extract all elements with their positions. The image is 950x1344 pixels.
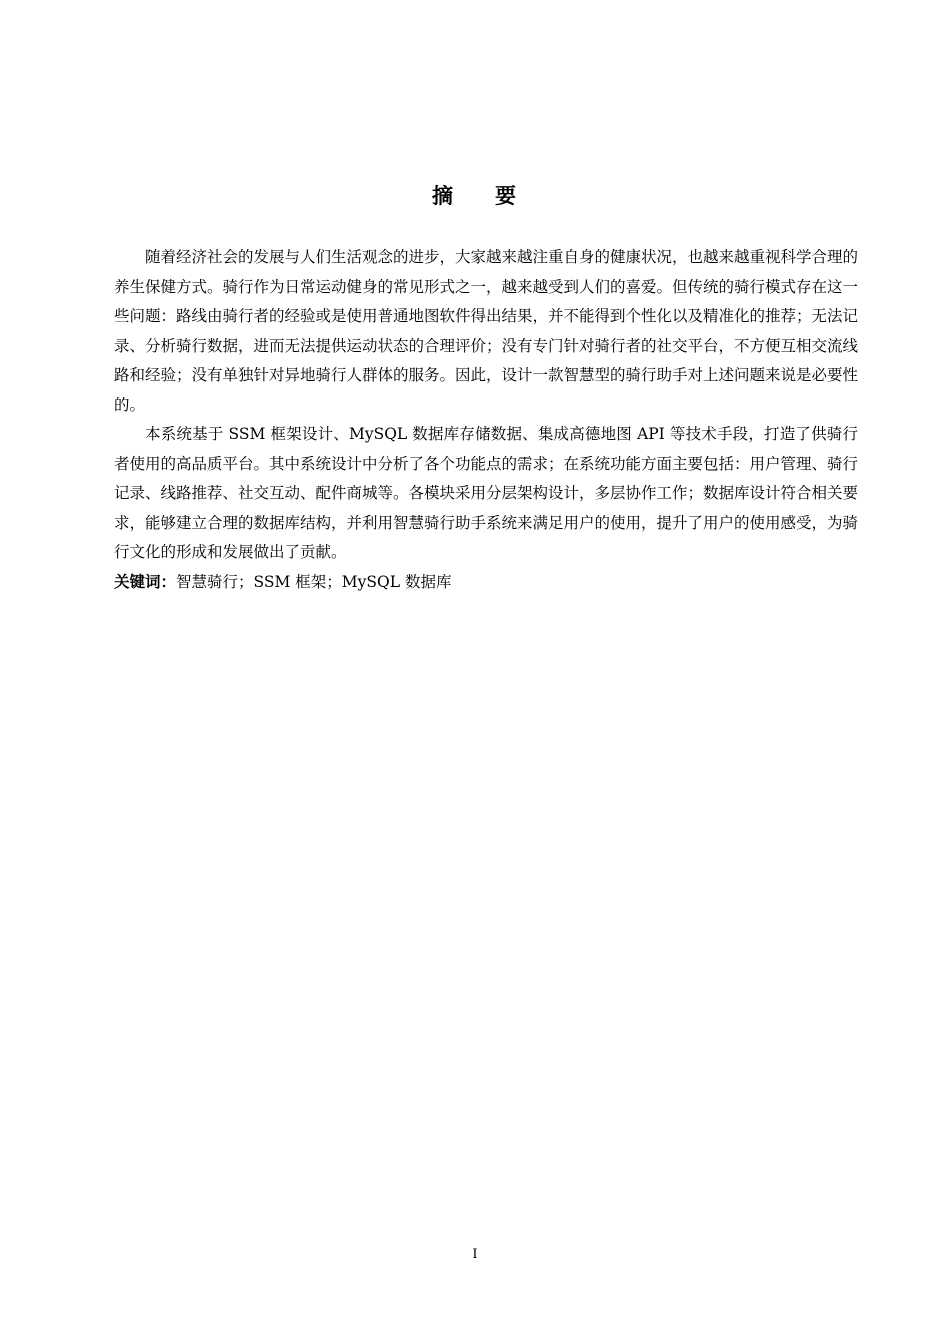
keywords-label: 关键词： [114,572,177,591]
keywords-line [114,568,858,598]
abstract-body [114,243,858,597]
page-number: I [472,1247,478,1262]
abstract-title-char-1: 摘 [432,184,455,208]
abstract-title [0,180,950,210]
abstract-paragraph-1: 随着经济社会的发展与人们生活观念的进步，大家越来越注重自身的健康状况，也越来越重视科学合理的养生保健方式。骑行作为日常运动健身的常见形式之一，越来越受到人们的喜爱。但传统的骑行模式存在这一些问题：路线由骑行者的经验或是使用普通地图软件得出结果，并不能得到个性化以及精准化的推荐；无法记录、分析骑行数据，进而无法提供运动状态的合理评价；没有专门针对骑行者的社交平台，不方便互相交流线路和经验；没有单独针对异地骑行人群体的服务。因此，设计一款智慧型的骑行助手对上述问题来说是必要性的。 [114,248,859,414]
abstract-title-char-2: 要 [495,184,518,208]
abstract-paragraph-2: 本系统基于 SSM 框架设计、MySQL 数据库存储数据、集成高德地图 API 等技术手段，打造了供骑行者使用的高品质平台。其中系统设计中分析了各个功能点的需求；在系统功能方面主要包括：用户管理、骑行记录、线路推荐、社交互动、配件商城等。各模块采用分层架构设计，多层协作工作；数据库设计符合相关要求，能够建立合理的数据库结构，并利用智慧骑行助手系统来满足用户的使用，提升了用户的使用感受，为骑行文化的形成和发展做出了贡献。 [114,425,859,561]
keywords-text: 智慧骑行；SSM 框架；MySQL 数据库 [176,572,452,591]
